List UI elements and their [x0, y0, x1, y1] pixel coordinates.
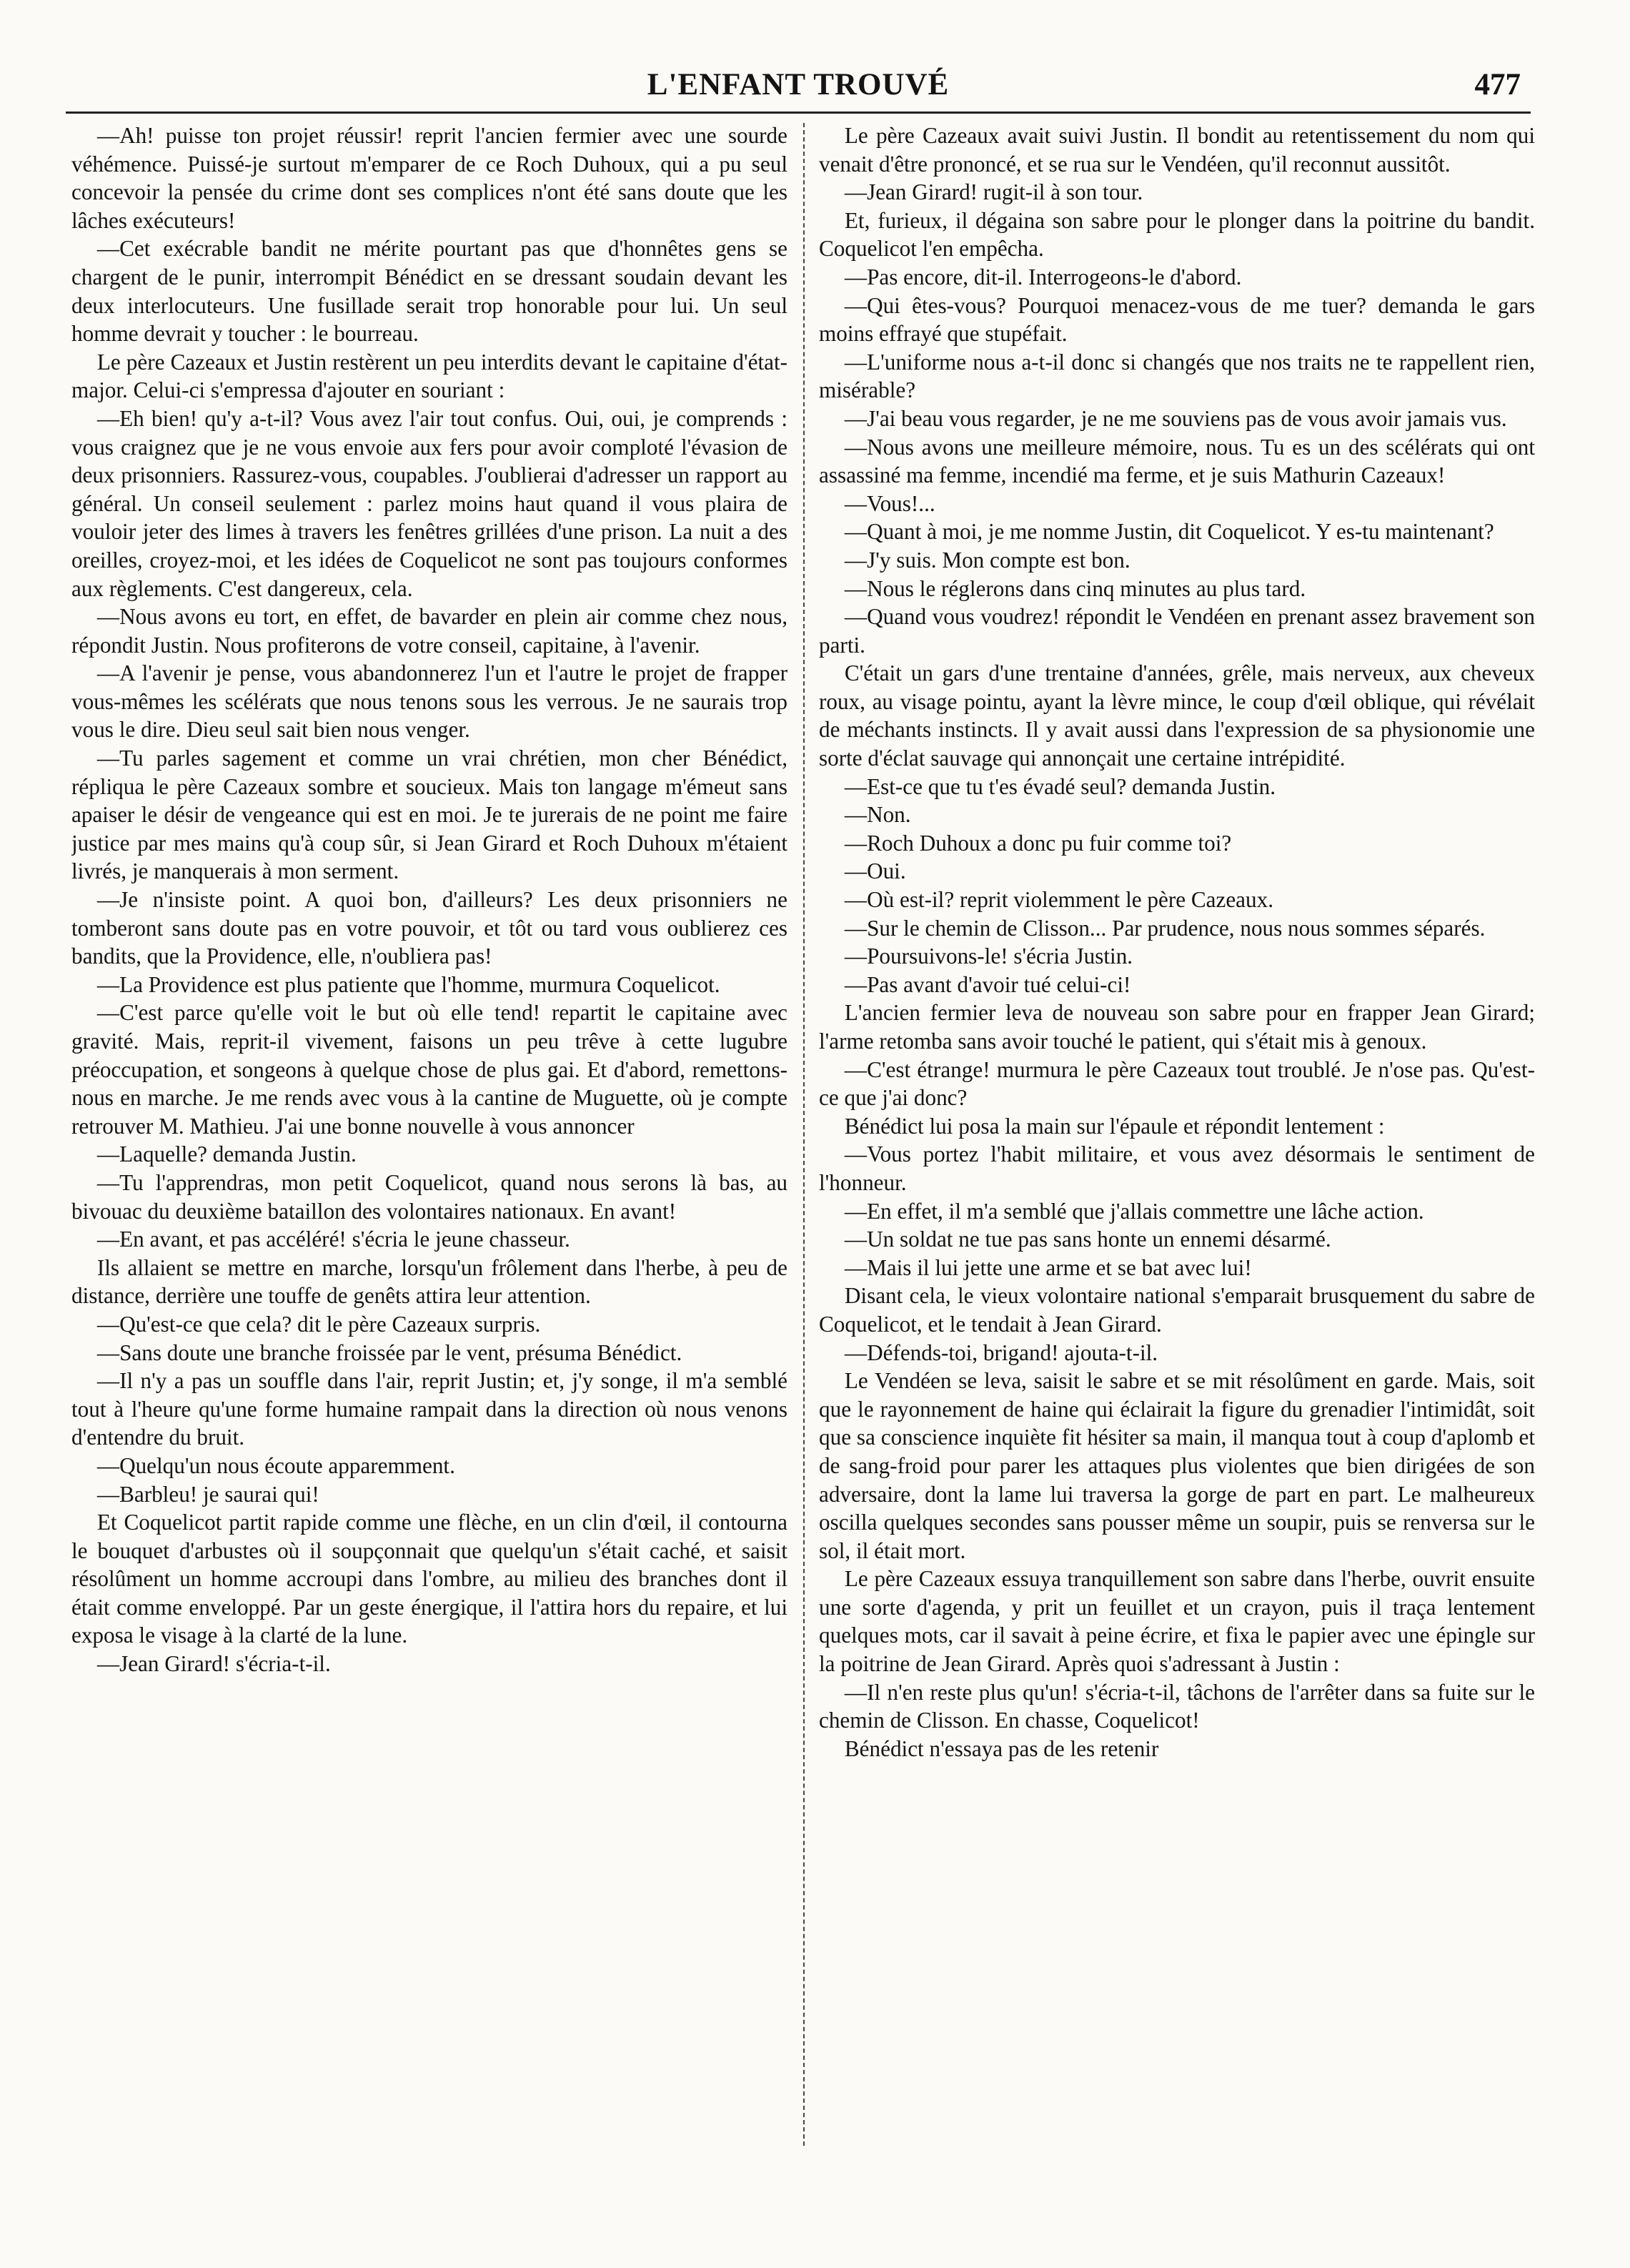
paragraph: Le père Cazeaux essuya tranquillement son sabre dans l'herbe, ouvrit ensuite une sorte d'agenda, y prit un feuillet et un crayon, puis il traça lentement quelques mots, car il savait à peine écrire, et fixa le papier avec une épingle sur la poitrine de Jean Girard. Après quoi s'adressant à Justin :	[819, 1566, 1535, 1677]
paragraph: —Eh bien! qu'y a-t-il? Vous avez l'air tout confus. Oui, oui, je comprends : vous craignez que je ne vous envoie aux fers pour avoir comploté l'évasion de deux prisonniers. Rassurez-vous, coupables. J'oublierai d'adresser un rapport au général. Un conseil seulement : parlez moins haut quand il vous plaira de vouloir jeter des limes à travers les fenêtres grillées d'une prison. La nuit a des oreilles, croyez-moi, et les idées de Coquelicot ne sont pas toujours conformes aux règlements. C'est dangereux, cela.	[71, 405, 787, 601]
paragraph: —J'y suis. Mon compte est bon.	[844, 547, 1130, 573]
paragraph: —Qui êtes-vous? Pourquoi menacez-vous de me tuer? demanda le gars moins effrayé que stupéfait.	[819, 292, 1535, 347]
paragraph: Et Coquelicot partit rapide comme une flèche, en un clin d'œil, il contourna le bouquet d'arbustes où il soupçonnait que quelqu'un s'était caché, et saisit résolûment un homme accroupi dans l'ombre, au milieu des branches dont il était comme enveloppé. Par un geste énergique, il l'attira hors du repaire, et lui exposa le visage à la clarté de la lune.	[71, 1510, 787, 1648]
running-title: L'ENFANT TROUVÉ	[647, 68, 950, 101]
paragraph: —Un soldat ne tue pas sans honte un ennemi désarmé.	[844, 1227, 1331, 1252]
paragraph: Le père Cazeaux avait suivi Justin. Il bondit au retentissement du nom qui venait d'être prononcé, et se rua sur le Vendéen, qu'il reconnut aussitôt.	[819, 123, 1535, 177]
paragraph: —Où est-il? reprit violemment le père Cazeaux.	[844, 887, 1274, 913]
right-column	[819, 122, 1535, 2151]
paragraph: —Vous portez l'habit militaire, et vous avez désormais le sentiment de l'honneur.	[819, 1142, 1535, 1195]
paragraph: —Jean Girard! s'écria-t-il.	[96, 1651, 331, 1677]
paragraph: —C'est parce qu'elle voit le but où elle tend! repartit le capitaine avec gravité. Mais, reprit-il vivement, faisons un peu trêve à cette lugubre préoccupation, et songeons à quelque chose de plus gai. Et d'abord, remettons-nous en marche. Je me rends avec vous à la cantine de Muguette, où je compte retrouver M. Mathieu. J'ai une bonne nouvelle à vous annoncer	[71, 1000, 787, 1139]
paragraph: —Pas avant d'avoir tué celui-ci!	[844, 971, 1131, 997]
paragraph: —Quant à moi, je me nomme Justin, dit Coquelicot. Y es-tu maintenant?	[844, 519, 1494, 545]
paragraph: —J'ai beau vous regarder, je ne me souviens pas de vous avoir jamais vus.	[844, 405, 1507, 431]
paragraph: Bénédict n'essaya pas de les retenir	[844, 1735, 1159, 1761]
paragraph: Le père Cazeaux et Justin restèrent un peu interdits devant le capitaine d'état-major. Celui-ci s'empressa d'ajouter en souriant :	[71, 349, 787, 403]
paragraph: —Il n'en reste plus qu'un! s'écria-t-il, tâchons de l'arrêter dans sa fuite sur le chemin de Clisson. En chasse, Coquelicot!	[819, 1679, 1535, 1733]
paragraph: —Ah! puisse ton projet réussir! reprit l'ancien fermier avec une sourde véhémence. Puissé-je surtout m'emparer de ce Roch Duhoux, qui a pu seul concevoir la pensée du crime dont ses complices n'ont été sans doute que les lâches exécuteurs!	[71, 123, 787, 233]
paragraph: —Est-ce que tu t'es évadé seul? demanda Justin.	[844, 773, 1276, 799]
paragraph: C'était un gars d'une trentaine d'années, grêle, mais nerveux, aux cheveux roux, au visage pointu, ayant la lèvre mince, le coup d'œil oblique, qui révélait de méchants instincts. Il y avait aussi dans l'expression de sa physionomie une sorte d'éclat sauvage qui annonçait une certaine intrépidité.	[819, 660, 1535, 771]
paragraph: —Quelqu'un nous écoute apparemment.	[96, 1452, 455, 1478]
paragraph: —Barbleu! je saurai qui!	[96, 1481, 319, 1507]
paragraph: —Cet exécrable bandit ne mérite pourtant pas que d'honnêtes gens se chargent de le punir, interrompit Bénédict en se dressant soudain devant les deux interlocuteurs. Une fusillade serait trop honorable pour lui. Un seul homme devrait y toucher : le bourreau.	[71, 236, 787, 347]
paragraph: Bénédict lui posa la main sur l'épaule et répondit lentement :	[844, 1113, 1385, 1139]
paragraph: —Mais il lui jette une arme et se bat avec lui!	[844, 1254, 1252, 1280]
paragraph: Le Vendéen se leva, saisit le sabre et se mit résolûment en garde. Mais, soit que le rayonnement de haine qui éclairait la figure du grenadier l'intimidât, soit que sa conscience inquiète fit hésiter sa main, il manqua tout à coup d'aplomb et de sang-froid pour parer les attaques plus violentes que bien dirigées de son adversaire, dont la lame lui traversa la gorge de part en part. Le malheureux oscilla quelques secondes sans pousser même un soupir, puis se renversa sur le sol, il était mort.	[819, 1368, 1535, 1563]
paragraph: —Non.	[844, 802, 911, 828]
paragraph: Ils allaient se mettre en marche, lorsqu'un frôlement dans l'herbe, à peu de distance, derrière une touffe de genêts attira leur attention.	[71, 1254, 787, 1309]
paragraph: —Nous avons eu tort, en effet, de bavarder en plein air comme chez nous, répondit Justin. Nous profiterons de votre conseil, capitaine, à l'avenir.	[71, 604, 787, 658]
paragraph: —La Providence est plus patiente que l'homme, murmura Coquelicot.	[96, 971, 720, 997]
paragraph: Et, furieux, il dégaina son sabre pour le plonger dans la poitrine du bandit. Coquelicot l'en empêcha.	[819, 207, 1535, 262]
paragraph: —Jean Girard! rugit-il à son tour.	[844, 179, 1143, 205]
paragraph: —Tu l'apprendras, mon petit Coquelicot, quand nous serons là bas, au bivouac du deuxième bataillon des volontaires nationaux. En avant!	[71, 1169, 787, 1224]
paragraph: —Nous avons une meilleure mémoire, nous. Tu es un des scélérats qui ont assassiné ma femme, incendié ma ferme, et je suis Mathurin Cazeaux!	[819, 434, 1535, 488]
paragraph: —En effet, il m'a semblé que j'allais commettre une lâche action.	[844, 1198, 1424, 1224]
paragraph: —L'uniforme nous a-t-il donc si changés que nos traits ne te rappellent rien, misérable?	[819, 349, 1535, 403]
paragraph: —Tu parles sagement et comme un vrai chrétien, mon cher Bénédict, répliqua le père Cazeaux sombre et soucieux. Mais ton langage m'émeut sans apaiser le désir de vengeance qui est en moi. Je te jurerais de ne point me faire justice par mes mains qu'à coup sûr, si Jean Girard et Roch Duhoux m'étaient livrés, je manquerais à mon serment.	[71, 746, 787, 884]
paragraph: —Défends-toi, brigand! ajouta-t-il.	[844, 1339, 1158, 1365]
paragraph: —Sur le chemin de Clisson... Par prudence, nous nous sommes séparés.	[844, 915, 1486, 941]
paragraph: —En avant, et pas accéléré! s'écria le jeune chasseur.	[96, 1227, 570, 1252]
paragraph: —Roch Duhoux a donc pu fuir comme toi?	[844, 830, 1232, 856]
column-divider	[803, 123, 805, 2146]
paragraph: —Poursuivons-le! s'écria Justin.	[844, 944, 1133, 969]
page-header	[66, 60, 1531, 106]
paragraph: —Il n'y a pas un souffle dans l'air, reprit Justin; et, j'y songe, il m'a semblé tout à l'heure qu'une forme humaine rampait dans la direction où nous venons d'entendre du bruit.	[71, 1368, 787, 1450]
paragraph: —Nous le réglerons dans cinq minutes au plus tard.	[844, 575, 1306, 601]
page-number: 477	[1474, 68, 1521, 101]
paragraph: L'ancien fermier leva de nouveau son sabre pour en frapper Jean Girard; l'arme retomba sans avoir touché le patient, qui s'était mis à genoux.	[819, 1000, 1535, 1054]
paragraph: Disant cela, le vieux volontaire national s'emparait brusquement du sabre de Coquelicot, et le tendait à Jean Girard.	[819, 1283, 1535, 1337]
header-rule	[66, 112, 1531, 114]
paragraph: —Je n'insiste point. A quoi bon, d'ailleurs? Les deux prisonniers ne tomberont sans doute pas en votre pouvoir, et tôt ou tard vous oublierez ces bandits, que la Providence, elle, n'oubliera pas!	[71, 887, 787, 969]
paragraph: —Pas encore, dit-il. Interrogeons-le d'abord.	[844, 264, 1242, 289]
paragraph: —Qu'est-ce que cela? dit le père Cazeaux surpris.	[96, 1311, 541, 1337]
paragraph: —Oui.	[844, 858, 906, 884]
paragraph: —Laquelle? demanda Justin.	[96, 1142, 357, 1167]
paragraph: —C'est étrange! murmura le père Cazeaux tout troublé. Je n'ose pas. Qu'est-ce que j'ai donc?	[819, 1056, 1535, 1111]
left-column	[71, 122, 787, 2151]
paragraph: —Vous!...	[844, 490, 935, 516]
paragraph: —Sans doute une branche froissée par le vent, présuma Bénédict.	[96, 1339, 682, 1365]
paragraph: —Quand vous voudrez! répondit le Vendéen en prenant assez bravement son parti.	[819, 604, 1535, 658]
paragraph: —A l'avenir je pense, vous abandonnerez l'un et l'autre le projet de frapper vous-mêmes les scélérats que nous tenons sous les verrous. Je ne saurais trop vous le dire. Dieu seul sait bien nous venger.	[71, 660, 787, 743]
